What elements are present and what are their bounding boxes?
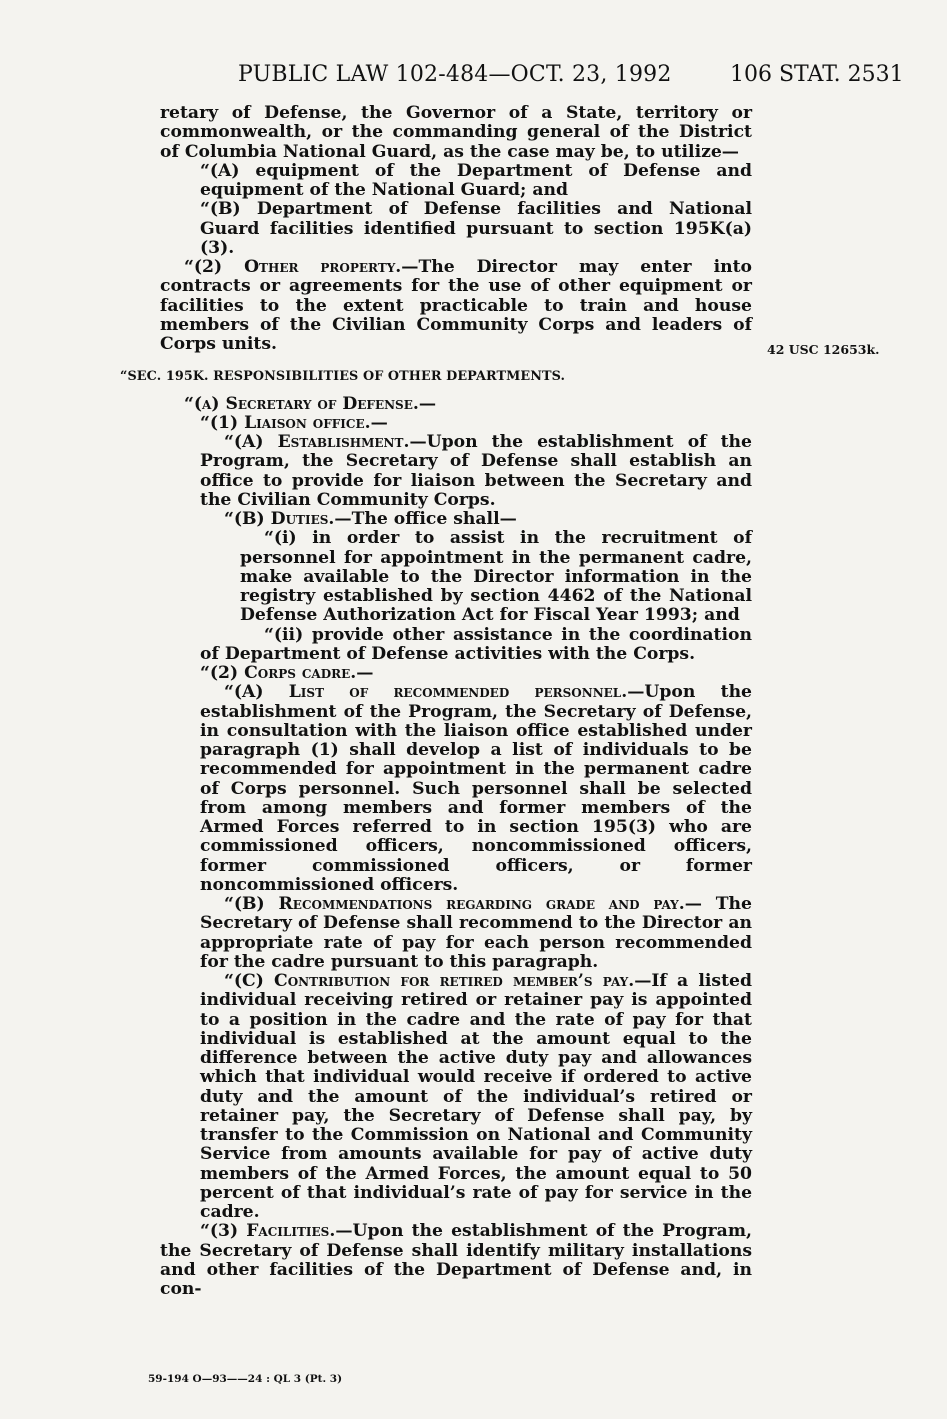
paragraph-a1B-heading: “(B) Duties. xyxy=(224,509,335,529)
paragraph-a2C-heading: “(C) Contribution for retired member’s pay. xyxy=(224,971,635,991)
paragraph-a2C-text: —If a listed individual receiving retired or retainer pay is appointed to a position in the cadre and the rate of pay for that individual is established at the amount equal to the difference between the active duty pay and allowances which that individual would receive if ordered to active duty and the amount of the individual’s retired or retainer pay, the Secretary of Defense shall pay, by transfer to the Commission on National and Community Service from amounts available for pay of active duty members of the Armed Forces, the amount equal to 50 percent of that individual’s rate of pay for service in the cadre. xyxy=(200,971,752,1222)
paragraph-a3-heading: “(3) Facilities. xyxy=(200,1221,336,1242)
paragraph-1A xyxy=(160,162,752,201)
paragraph-a2B-text: — The Secretary of Defense shall recommend to the Director an appropriate rate of pay for each person recommended for the cadre pursuant to this paragraph. xyxy=(200,894,752,972)
subsection-a-heading: “(a) Secretary of Defense. xyxy=(184,393,419,414)
print-code-footer: 59-194 O—93——24 : QL 3 (Pt. 3) xyxy=(148,1373,343,1385)
paragraph-a2-dash: — xyxy=(356,663,374,683)
paragraph-1B xyxy=(160,200,752,258)
paragraph-a1B-text: —The office shall— xyxy=(334,509,517,529)
paragraph-1A-text: “(A) equipment of the Department of Defense and equipment of the National Guard; and xyxy=(200,160,752,200)
paragraph-2-heading: “(2) Other property. xyxy=(184,257,402,277)
paragraph-a2B xyxy=(160,895,752,972)
paragraph-a1 xyxy=(160,414,752,433)
paragraph-a1B xyxy=(160,510,752,529)
paragraph-a1-dash: — xyxy=(370,412,388,433)
section-heading: “SEC. 195K. RESPONSIBILITIES OF OTHER DEPARTMENTS. xyxy=(120,369,566,385)
paragraph-a2B-heading: “(B) Recommendations regarding grade and pay. xyxy=(224,894,685,914)
paragraph-a2A-text: —Upon the establishment of the Program, the Secretary of Defense, in consultation with the liaison office established under paragraph (1) shall develop a list of individuals to be recommended for appointment in the permanent cadre of Corps personnel. Such personnel shall be selected from among members and former members of the Armed Forces referred to in section 195(3) who are commissioned officers, noncommissioned officers, former commissioned officers, or former noncommissioned officers. xyxy=(200,682,752,895)
paragraph-a1A-text: —Upon the establishment of the Program, the Secretary of Defense shall establish an office to provide for liaison between the Secretary and the Civilian Community Corps. xyxy=(200,432,752,510)
paragraph-a1A xyxy=(160,433,752,510)
paragraph-a1Bii: “(ii) provide other assistance in the coordination of Department of Defense activities with the Corps. xyxy=(200,624,752,664)
paragraph-a2C xyxy=(160,972,752,1222)
paragraph-2-text: —The Director may enter into contracts or agreements for the use of other equipment or facilities to the extent practicable to train and house members of the Civilian Community Corps and leaders of Corps units. xyxy=(160,257,752,354)
subsection-a xyxy=(160,395,752,414)
paragraph-a2A xyxy=(160,683,752,895)
paragraph-a3-text: —Upon the establishment of the Program, the Secretary of Defense shall identify military installations and other facilities of the Department of Defense and, in con- xyxy=(160,1221,752,1299)
paragraph-a1-heading: “(1) Liaison office. xyxy=(200,412,371,433)
paragraph-a2-heading: “(2) Corps cadre. xyxy=(200,663,357,683)
paragraph-a1Bi: “(i) in order to assist in the recruitment of personnel for appointment in the permanent cadre, make available to the Director information in the registry established by section 4462 of the National Defense Authorization Act for Fiscal Year 1993; and xyxy=(240,528,752,626)
margin-citation: 42 USC 12653k. xyxy=(767,342,880,357)
running-header-stat: 106 STAT. 2531 xyxy=(730,62,904,87)
paragraph-1B-text: “(B) Department of Defense facilities and National Guard facilities identified pursuant to section 195K(a)(3). xyxy=(200,199,752,258)
subsection-a-dash: — xyxy=(418,393,437,414)
paragraph-a2A-heading: “(A) List of recommended personnel. xyxy=(224,682,628,703)
paragraph-2 xyxy=(160,258,752,354)
paragraph-a2 xyxy=(160,664,752,683)
document-body xyxy=(120,103,752,1299)
paragraph-continuation: retary of Defense, the Governor of a State, territory or commonwealth, or the commanding general of the District of Columbia National Guard, as the case may be, to utilize— xyxy=(160,103,752,162)
running-header-law: PUBLIC LAW 102-484—OCT. 23, 1992 xyxy=(238,62,672,87)
paragraph-a1A-heading: “(A) Establishment. xyxy=(224,432,410,452)
paragraph-a3 xyxy=(160,1222,752,1299)
